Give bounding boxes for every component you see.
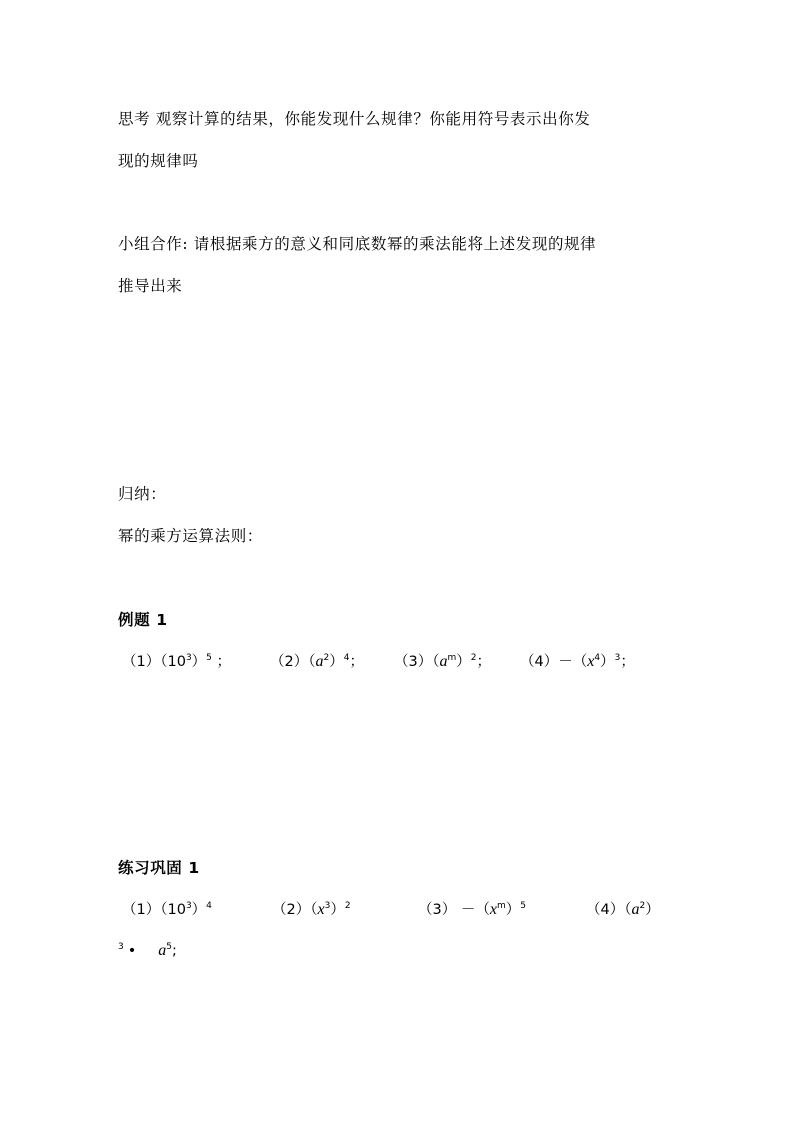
example-title: 例题 1 [118,611,168,629]
practice-item-3: $(3) -(x^m)^5$ [418,901,526,918]
group-line-2: 推导出来 [118,277,183,295]
practice-item-4-continuation: $^3$ • $a^5$; [118,942,177,959]
summary-title: 归纳： [118,485,167,503]
power-rule-label: 幂的乘方运算法则： [118,527,263,545]
example-item-2: $(2)(a^2)^4$； [270,653,364,670]
practice-item-2: $(2)(x^3)^2$ [272,901,351,918]
example-item-3: $(3)(a^m)^2$； [394,653,491,670]
think-line-1: 思考 观察计算的结果，你能发现什么规律？你能用符号表示出你发 [118,110,591,128]
think-line-2: 现的规律吗 [118,152,199,170]
practice-items [122,898,682,920]
example-item-1: $(1)(10^3)^5$ ； [122,653,232,670]
example-items [122,650,682,672]
group-line-1: 小组合作: 请根据乘方的意义和同底数幂的乘法能将上述发现的规律 [118,235,597,253]
practice-item-4: $(4)(a^2)$ [586,901,660,918]
practice-item-1: $(1)(10^3)^4$ [122,901,212,918]
practice-title: 练习巩固 1 [118,859,200,877]
example-item-4: $(4)-(x^4)^3$； [520,653,635,670]
